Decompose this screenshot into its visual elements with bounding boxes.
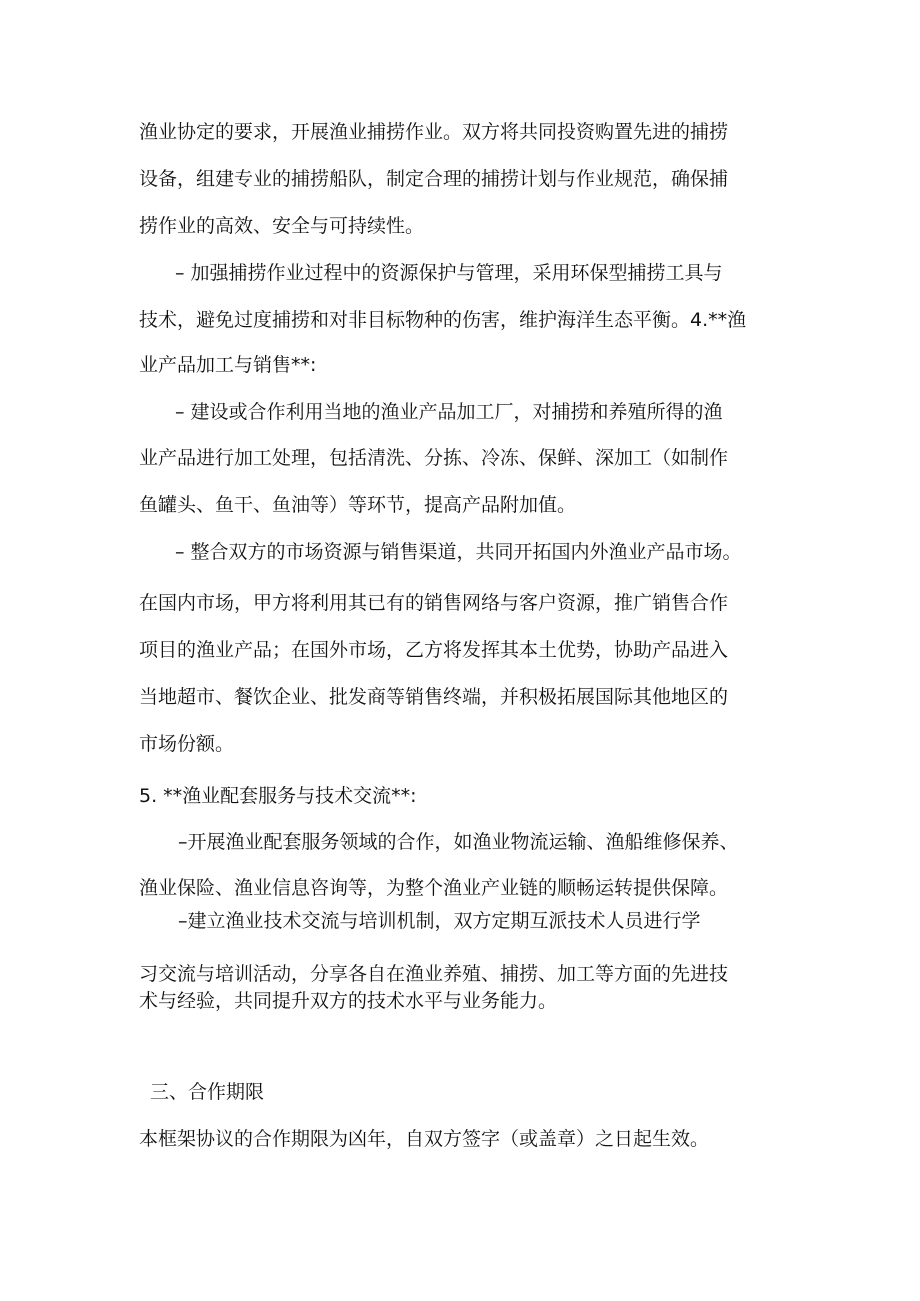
text-line: – 加强捕捞作业过程中的资源保护与管理，采用环保型捕捞工具与	[175, 262, 723, 284]
text-line: 渔业协定的要求，开展渔业捕捞作业。双方将共同投资购置先进的捕捞	[139, 121, 729, 143]
text-line: 在国内市场，甲方将利用其已有的销售网络与客户资源，推广销售合作	[139, 592, 729, 614]
text-line: 本框架协议的合作期限为凶年，自双方签字（或盖章）之日起生效。	[139, 1128, 710, 1150]
text-line: – 整合双方的市场资源与销售渠道，共同开拓国内外渔业产品市场。	[175, 541, 742, 563]
section-heading: 三、合作期限	[150, 1081, 265, 1103]
text-line: 术与经验，共同提升双方的技术水平与业务能力。	[139, 990, 558, 1012]
text-line: 习交流与培训活动，分享各自在渔业养殖、捕捞、加工等方面的先进技	[139, 963, 729, 985]
list-item-heading: 5. **渔业配套服务与技术交流**:	[139, 785, 417, 807]
text-line: 项目的渔业产品；在国外市场，乙方将发挥其本土优势，协助产品进入	[139, 639, 729, 661]
text-line: 设备，组建专业的捕捞船队，制定合理的捕捞计划与作业规范，确保捕	[139, 168, 729, 190]
text-line: 当地超市、餐饮企业、批发商等销售终端，并积极拓展国际其他地区的	[139, 686, 729, 708]
text-line: – 建设或合作利用当地的渔业产品加工厂，对捕捞和养殖所得的渔	[175, 401, 723, 423]
text-line: 捞作业的高效、安全与可持续性。	[139, 215, 425, 237]
text-line: –建立渔业技术交流与培训机制，双方定期互派技术人员进行学	[178, 910, 701, 932]
text-line: 渔业保险、渔业信息咨询等，为整个渔业产业链的顺畅运转提供保障。	[139, 877, 729, 899]
text-line: 业产品进行加工处理，包括清洗、分拣、冷冻、保鲜、深加工（如制作	[139, 447, 729, 469]
text-line: 业产品加工与销售**:	[139, 354, 317, 376]
text-line: 市场份额。	[139, 733, 235, 755]
text-line: –开展渔业配套服务领域的合作，如渔业物流运输、渔船维修保养、	[178, 831, 739, 853]
text-line: 技术，避免过度捕捞和对非目标物种的伤害，维护海洋生态平衡。4.**渔	[139, 309, 747, 331]
text-line: 鱼罐头、鱼干、鱼油等）等环节，提高产品附加值。	[139, 494, 577, 516]
